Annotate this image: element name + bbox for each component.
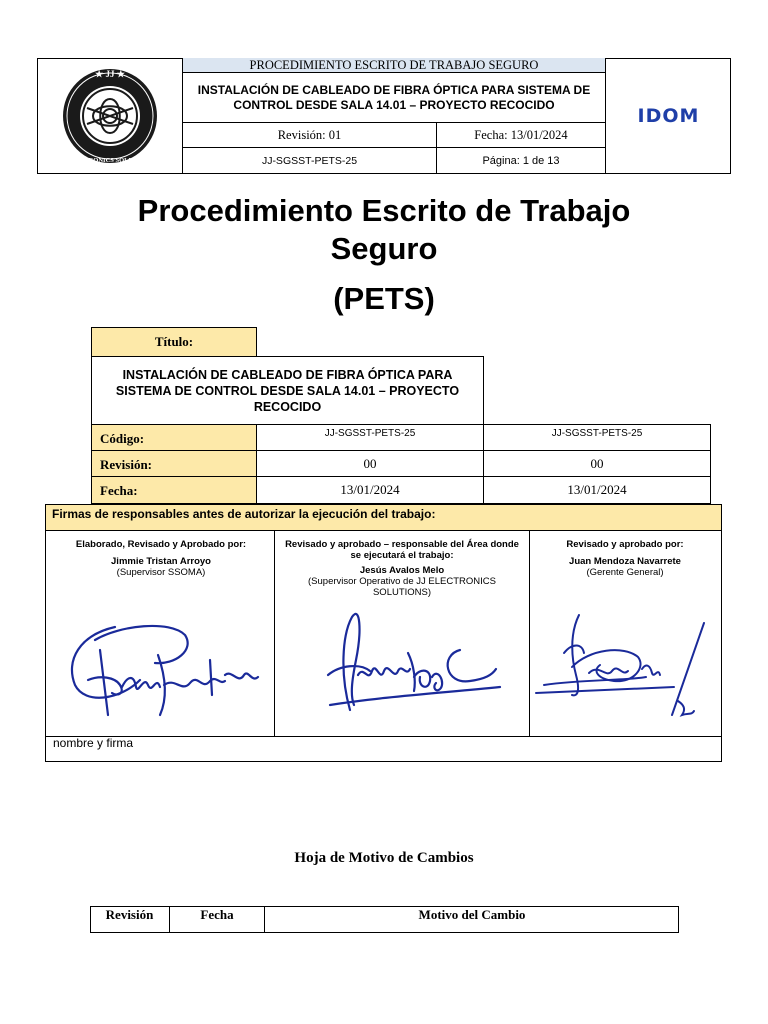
- titulo-value: INSTALACIÓN DE CABLEADO DE FIBRA ÓPTICA PARA SISTEMA DE CONTROL DESDE SALA 14.01 – PROYECTO RECOCIDO: [91, 356, 484, 425]
- signature-col-3-role: (Gerente General): [586, 567, 664, 578]
- svg-text:ELECTRONICS SOLUTIONS: ELECTRONICS SOLUTIONS: [66, 157, 154, 164]
- signature-col-1-role: (Supervisor SSOMA): [116, 567, 206, 578]
- signature-col-2-label: Revisado y aprobado – responsable del Área donde se ejecutará el trabajo:: [285, 539, 519, 561]
- signature-col-1-label: Elaborado, Revisado y Aprobado por:: [75, 539, 247, 550]
- header-title: INSTALACIÓN DE CABLEADO DE FIBRA ÓPTICA PARA SISTEMA DE CONTROL DESDE SALA 14.01 – PROYECTO RECOCIDO: [197, 82, 591, 112]
- titulo-label: Título:: [91, 327, 257, 357]
- revision-value-1: 00: [256, 450, 484, 477]
- signature-col-1-name: Jimmie Tristan Arroyo: [111, 556, 211, 567]
- company-logo-cell: [37, 58, 183, 174]
- signatures-heading: Firmas de responsables antes de autorizar la ejecución del trabajo:: [45, 504, 722, 531]
- main-title-line3: (PETS): [333, 281, 435, 316]
- changes-header-revision: Revisión: [90, 906, 170, 933]
- signature-1: [60, 605, 265, 725]
- signature-divider-2: [529, 530, 530, 737]
- signature-col-1: [52, 539, 270, 578]
- signatures-footer: [45, 736, 722, 762]
- svg-text:★ JJ ★: ★ JJ ★: [95, 69, 125, 79]
- revision-value-2: 00: [483, 450, 711, 477]
- main-title: [0, 192, 768, 318]
- changes-header-fecha: Fecha: [170, 906, 265, 933]
- jj-electronics-logo: [37, 58, 183, 174]
- changes-header-motivo: Motivo del Cambio: [418, 907, 526, 922]
- fecha-label: Fecha:: [91, 476, 257, 504]
- client-logo-cell: [605, 58, 731, 174]
- signature-divider-1: [274, 530, 275, 737]
- signatures-footer-label: nombre y firma: [53, 736, 134, 750]
- signature-col-3: [535, 539, 715, 578]
- fecha-value-2: 13/01/2024: [483, 476, 711, 504]
- signature-col-3-name: Juan Mendoza Navarrete: [569, 556, 681, 567]
- main-title-line2: Seguro: [330, 231, 438, 266]
- header-pagina: Página: 1 de 13: [437, 147, 605, 174]
- codigo-value-2: JJ-SGSST-PETS-25: [483, 424, 711, 451]
- doc-type-label: PROCEDIMIENTO ESCRITO DE TRABAJO SEGURO: [183, 58, 605, 73]
- signature-col-2-name: Jesús Avalos Melo: [359, 565, 445, 576]
- fecha-value-1: 13/01/2024: [256, 476, 484, 504]
- signature-col-3-label: Revisado y aprobado por:: [566, 539, 684, 550]
- idom-logo: IDOM: [637, 105, 700, 127]
- header-fecha: Fecha: 13/01/2024: [437, 122, 605, 147]
- signature-col-2-role: (Supervisor Operativo de JJ ELECTRONICS SOLUTIONS): [308, 576, 496, 598]
- codigo-value-1: JJ-SGSST-PETS-25: [256, 424, 484, 451]
- signature-col-2: [281, 539, 523, 598]
- header-revision: Revisión: 01: [183, 122, 437, 147]
- signature-2: [310, 605, 515, 725]
- changes-title: Hoja de Motivo de Cambios: [294, 850, 474, 866]
- revision-label: Revisión:: [91, 450, 257, 477]
- signature-3: [534, 605, 719, 725]
- main-title-line1: Procedimiento Escrito de Trabajo: [137, 193, 631, 228]
- header-code: JJ-SGSST-PETS-25: [183, 147, 437, 174]
- codigo-label: Código:: [91, 424, 257, 451]
